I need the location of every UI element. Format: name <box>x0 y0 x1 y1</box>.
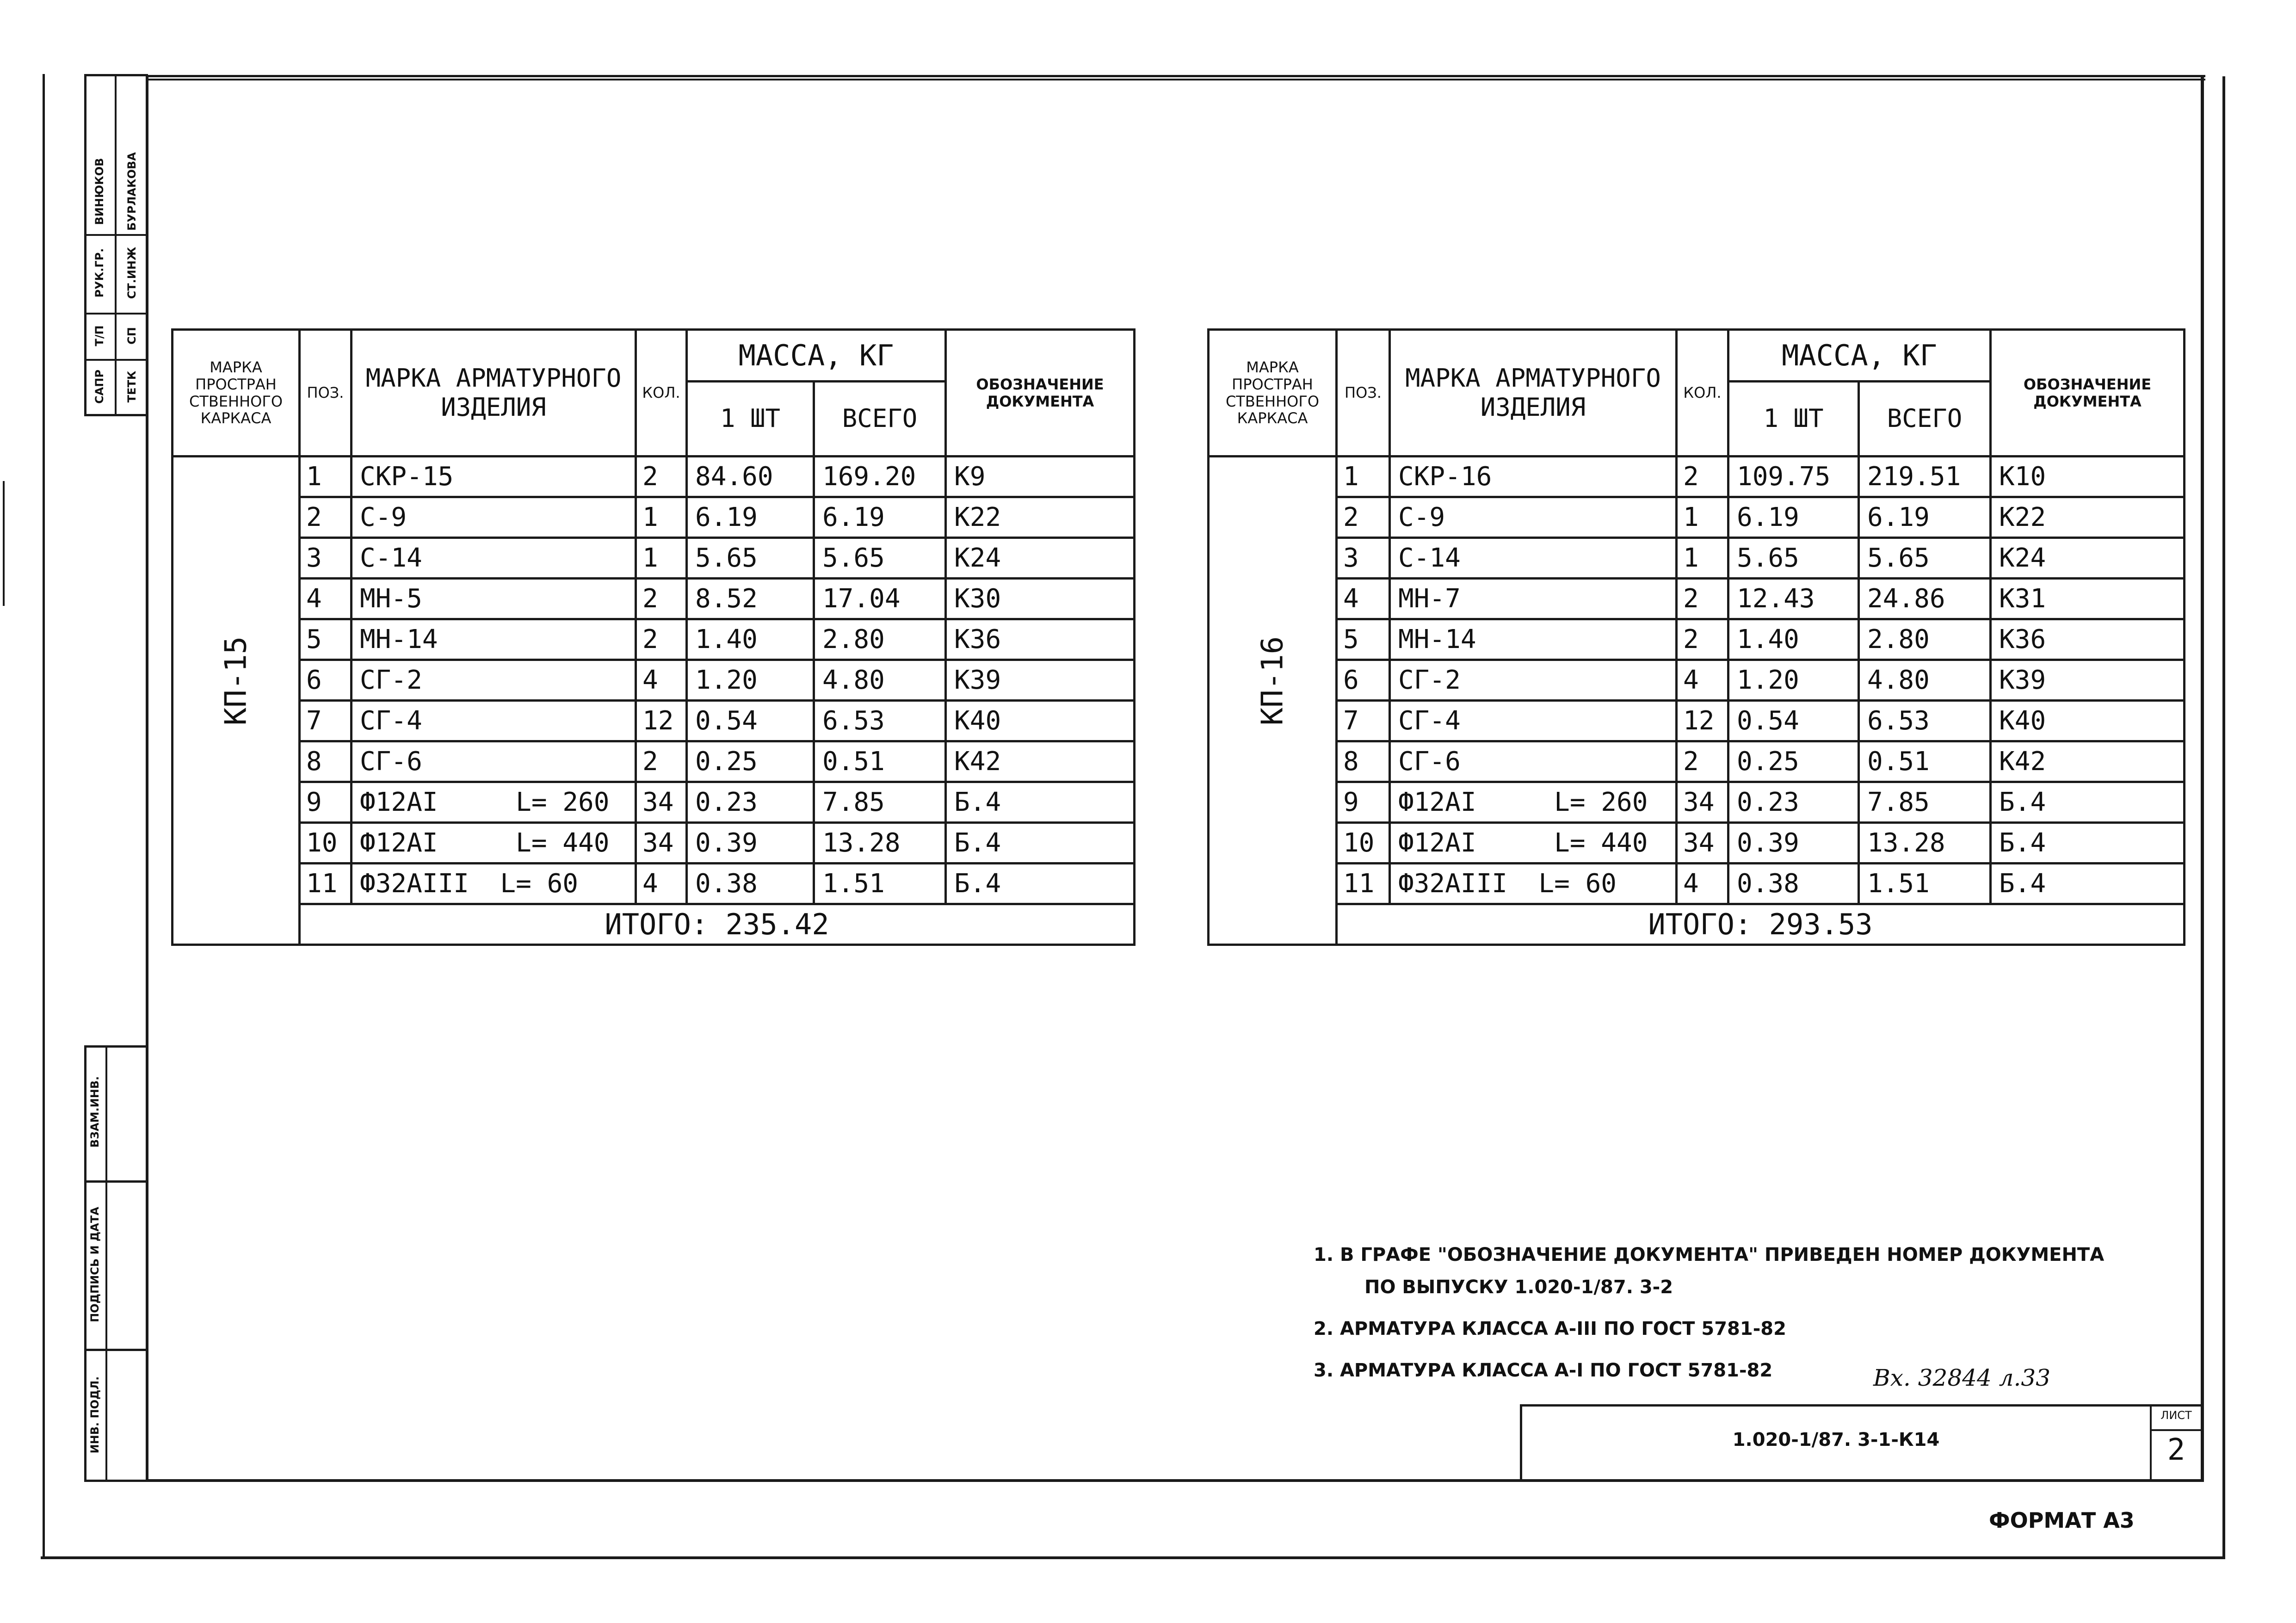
header-qty: КОЛ. <box>636 330 687 457</box>
row-doc: К40 <box>946 701 1135 741</box>
row-doc: К36 <box>1991 619 2185 660</box>
row-mass-unit: 6.19 <box>1728 497 1859 538</box>
row-mass-unit: 109.75 <box>1728 457 1859 497</box>
stamp-bottom-h2 <box>84 1349 148 1351</box>
row-pos: 4 <box>1337 579 1390 619</box>
table-row <box>1209 497 2185 538</box>
table-row <box>1209 864 2185 904</box>
handwritten-reference: Вх. 32844 л.33 <box>1873 1364 2051 1391</box>
row-mass-unit: 0.54 <box>1728 701 1859 741</box>
header-item-mark: МАРКА АРМАТУРНОГО ИЗДЕЛИЯ <box>352 330 636 457</box>
stamp-role-1: Т/П <box>93 325 106 346</box>
row-mass-unit: 1.20 <box>687 660 814 701</box>
row-doc: К39 <box>1991 660 2185 701</box>
row-mass-total: 13.28 <box>814 823 946 864</box>
row-doc: Б.4 <box>1991 823 2185 864</box>
note-2: 2. АРМАТУРА КЛАССА А-III ПО ГОСТ 5781-82 <box>1314 1318 1786 1339</box>
row-qty: 2 <box>1677 457 1728 497</box>
row-mass-unit: 5.65 <box>687 538 814 579</box>
row-mass-total: 7.85 <box>1859 782 1991 823</box>
row-item-mark: МН-7 <box>1390 579 1677 619</box>
header-mass: МАССА, КГ <box>1728 330 1991 382</box>
table-row <box>1209 579 2185 619</box>
row-qty: 1 <box>1677 497 1728 538</box>
row-mass-unit: 8.52 <box>687 579 814 619</box>
row-mass-total: 5.65 <box>1859 538 1991 579</box>
row-pos: 7 <box>1337 701 1390 741</box>
frame-bottom <box>147 1479 2204 1482</box>
row-mass-unit: 5.65 <box>1728 538 1859 579</box>
stamp-inv-label: ИНВ. ПОДЛ. <box>88 1376 101 1454</box>
row-item-mark: С-14 <box>352 538 636 579</box>
row-doc: К9 <box>946 457 1135 497</box>
row-doc: К24 <box>946 538 1135 579</box>
stamp-role-2: РУК.ГР. <box>93 248 106 298</box>
header-mass: МАССА, КГ <box>687 330 946 382</box>
table-row <box>1209 701 2185 741</box>
header-mass-total: ВСЕГО <box>1859 382 1991 457</box>
row-pos: 4 <box>300 579 352 619</box>
row-qty: 2 <box>636 741 687 782</box>
row-doc: К10 <box>1991 457 2185 497</box>
row-pos: 2 <box>1337 497 1390 538</box>
row-pos: 8 <box>1337 741 1390 782</box>
row-doc: К31 <box>1991 579 2185 619</box>
row-item-mark: Ф12AI L= 260 <box>1390 782 1677 823</box>
row-doc: Б.4 <box>1991 864 2185 904</box>
row-pos: 6 <box>300 660 352 701</box>
row-doc: К39 <box>946 660 1135 701</box>
note-3: 3. АРМАТУРА КЛАССА А-I ПО ГОСТ 5781-82 <box>1314 1360 1773 1381</box>
row-pos: 1 <box>300 457 352 497</box>
table-row <box>173 660 1135 701</box>
row-pos: 6 <box>1337 660 1390 701</box>
row-pos: 11 <box>1337 864 1390 904</box>
row-mass-total: 169.20 <box>814 457 946 497</box>
row-pos: 7 <box>300 701 352 741</box>
sheet-left <box>43 74 45 1559</box>
sheet-label: ЛИСТ <box>2160 1409 2192 1422</box>
row-item-mark: МН-5 <box>352 579 636 619</box>
table-row <box>173 619 1135 660</box>
stamp-vzam-label: ВЗАМ.ИНВ. <box>88 1076 101 1148</box>
stamp-sign-label: ПОДПИСЬ И ДАТА <box>88 1207 101 1322</box>
stamp-top-vdivider <box>115 74 117 416</box>
table-row <box>173 579 1135 619</box>
row-qty: 1 <box>636 497 687 538</box>
row-item-mark: Ф12AI L= 440 <box>1390 823 1677 864</box>
header-item-mark: МАРКА АРМАТУРНОГО ИЗДЕЛИЯ <box>1390 330 1677 457</box>
row-item-mark: СГ-6 <box>1390 741 1677 782</box>
row-mass-unit: 0.25 <box>1728 741 1859 782</box>
row-item-mark: С-9 <box>1390 497 1677 538</box>
row-mass-unit: 12.43 <box>1728 579 1859 619</box>
row-mass-unit: 0.25 <box>687 741 814 782</box>
table-row <box>1209 457 2185 497</box>
stamp-name-2: СТ.ИНЖ <box>125 247 138 299</box>
total-row: ИТОГО: 293.53 <box>1337 904 2185 945</box>
row-doc: К24 <box>1991 538 2185 579</box>
table-row <box>1209 660 2185 701</box>
row-pos: 5 <box>300 619 352 660</box>
row-doc: К30 <box>946 579 1135 619</box>
row-item-mark: СКР-16 <box>1390 457 1677 497</box>
frame-mark: КП-16 <box>1255 636 1290 726</box>
stamp-bottom-vdivider <box>105 1045 107 1482</box>
row-mass-total: 1.51 <box>814 864 946 904</box>
row-qty: 2 <box>1677 741 1728 782</box>
row-qty: 2 <box>636 457 687 497</box>
row-mass-total: 17.04 <box>814 579 946 619</box>
outer-frame-top <box>147 75 2205 77</box>
row-qty: 34 <box>636 823 687 864</box>
table-row <box>1209 823 2185 864</box>
stamp-name-3: БУРЛАКОВА <box>125 152 138 231</box>
row-qty: 4 <box>636 660 687 701</box>
header-pos: ПОЗ. <box>300 330 352 457</box>
table-row <box>1209 741 2185 782</box>
row-mass-unit: 0.23 <box>687 782 814 823</box>
row-pos: 2 <box>300 497 352 538</box>
row-doc: Б.4 <box>946 864 1135 904</box>
stamp-name-0: ТЕТК <box>125 370 138 403</box>
row-doc: Б.4 <box>946 823 1135 864</box>
row-mass-total: 6.53 <box>1859 701 1991 741</box>
row-mass-total: 6.53 <box>814 701 946 741</box>
header-frame-mark: МАРКА ПРОСТРАН СТВЕННОГО КАРКАСА <box>173 330 300 457</box>
row-pos: 5 <box>1337 619 1390 660</box>
row-doc: Б.4 <box>1991 782 2185 823</box>
row-pos: 3 <box>300 538 352 579</box>
row-mass-total: 7.85 <box>814 782 946 823</box>
table-row <box>173 823 1135 864</box>
row-qty: 1 <box>636 538 687 579</box>
header-doc: ОБОЗНАЧЕНИЕ ДОКУМЕНТА <box>946 330 1135 457</box>
row-doc: К40 <box>1991 701 2185 741</box>
sheet-number: 2 <box>2167 1433 2185 1467</box>
row-mass-unit: 0.39 <box>1728 823 1859 864</box>
row-qty: 2 <box>1677 579 1728 619</box>
row-mass-total: 0.51 <box>814 741 946 782</box>
row-mass-total: 1.51 <box>1859 864 1991 904</box>
row-mass-unit: 0.54 <box>687 701 814 741</box>
header-qty: КОЛ. <box>1677 330 1728 457</box>
row-mass-unit: 0.23 <box>1728 782 1859 823</box>
row-pos: 9 <box>300 782 352 823</box>
row-pos: 10 <box>300 823 352 864</box>
total-spacer <box>1209 904 1337 945</box>
row-mass-unit: 0.38 <box>687 864 814 904</box>
row-item-mark: МН-14 <box>352 619 636 660</box>
table-row <box>173 457 1135 497</box>
table-row <box>173 497 1135 538</box>
row-item-mark: СГ-2 <box>1390 660 1677 701</box>
row-item-mark: СГ-4 <box>352 701 636 741</box>
row-pos: 9 <box>1337 782 1390 823</box>
row-mass-unit: 1.40 <box>1728 619 1859 660</box>
row-mass-unit: 0.38 <box>1728 864 1859 904</box>
row-pos: 11 <box>300 864 352 904</box>
header-mass-total: ВСЕГО <box>814 382 946 457</box>
row-doc: К36 <box>946 619 1135 660</box>
row-qty: 34 <box>1677 823 1728 864</box>
row-qty: 2 <box>636 579 687 619</box>
stamp-role-3: ВИНЮКОВ <box>93 158 106 225</box>
frame-right-outer <box>2222 76 2225 1556</box>
table-row <box>173 864 1135 904</box>
header-pos: ПОЗ. <box>1337 330 1390 457</box>
row-item-mark: СГ-6 <box>352 741 636 782</box>
row-item-mark: С-14 <box>1390 538 1677 579</box>
row-mass-total: 24.86 <box>1859 579 1991 619</box>
row-item-mark: С-9 <box>352 497 636 538</box>
title-block-top <box>1521 1404 2203 1407</box>
header-mass-unit: 1 ШТ <box>1728 382 1859 457</box>
row-mass-total: 4.80 <box>814 660 946 701</box>
row-item-mark: СКР-15 <box>352 457 636 497</box>
table-body <box>1209 457 2185 904</box>
format-label: ФОРМАТ А3 <box>1989 1508 2135 1533</box>
row-pos: 8 <box>300 741 352 782</box>
table-row <box>173 782 1135 823</box>
note-1-cont: ПО ВЫПУСКУ 1.020-1/87. 3-2 <box>1364 1277 1673 1298</box>
table-row <box>173 741 1135 782</box>
sheet-bottom <box>41 1556 2225 1559</box>
row-mass-total: 13.28 <box>1859 823 1991 864</box>
row-mass-unit: 84.60 <box>687 457 814 497</box>
row-item-mark: Ф12AI L= 260 <box>352 782 636 823</box>
row-qty: 4 <box>1677 660 1728 701</box>
row-mass-total: 5.65 <box>814 538 946 579</box>
total-row: ИТОГО: 235.42 <box>300 904 1135 945</box>
row-mass-total: 6.19 <box>1859 497 1991 538</box>
row-doc: Б.4 <box>946 782 1135 823</box>
row-item-mark: Ф12AI L= 440 <box>352 823 636 864</box>
row-pos: 10 <box>1337 823 1390 864</box>
row-mass-unit: 6.19 <box>687 497 814 538</box>
row-mass-unit: 1.40 <box>687 619 814 660</box>
row-qty: 12 <box>1677 701 1728 741</box>
note-1: 1. В ГРАФЕ "ОБОЗНАЧЕНИЕ ДОКУМЕНТА" ПРИВЕДЕН НОМЕР ДОКУМЕНТА <box>1314 1244 2105 1265</box>
header-frame-mark: МАРКА ПРОСТРАН СТВЕННОГО КАРКАСА <box>1209 330 1337 457</box>
spec-table-kp16 <box>1207 328 2185 946</box>
row-doc: К22 <box>1991 497 2185 538</box>
spec-table-kp15 <box>171 328 1136 946</box>
row-item-mark: СГ-4 <box>1390 701 1677 741</box>
row-qty: 2 <box>1677 619 1728 660</box>
margin-tick <box>3 481 5 606</box>
header-doc: ОБОЗНАЧЕНИЕ ДОКУМЕНТА <box>1991 330 2185 457</box>
row-qty: 2 <box>636 619 687 660</box>
row-mass-total: 4.80 <box>1859 660 1991 701</box>
row-qty: 34 <box>1677 782 1728 823</box>
row-item-mark: Ф32AIII L= 60 <box>352 864 636 904</box>
table-row <box>1209 619 2185 660</box>
row-qty: 12 <box>636 701 687 741</box>
table-row <box>173 538 1135 579</box>
total-spacer <box>173 904 300 945</box>
row-doc: К42 <box>946 741 1135 782</box>
row-mass-unit: 1.20 <box>1728 660 1859 701</box>
row-item-mark: СГ-2 <box>352 660 636 701</box>
row-doc: К42 <box>1991 741 2185 782</box>
table-row <box>173 701 1135 741</box>
row-qty: 4 <box>1677 864 1728 904</box>
row-mass-total: 6.19 <box>814 497 946 538</box>
frame-right <box>2201 75 2204 1481</box>
row-item-mark: МН-14 <box>1390 619 1677 660</box>
row-item-mark: Ф32AIII L= 60 <box>1390 864 1677 904</box>
row-qty: 4 <box>636 864 687 904</box>
row-mass-total: 219.51 <box>1859 457 1991 497</box>
row-qty: 1 <box>1677 538 1728 579</box>
header-mass-unit: 1 ШТ <box>687 382 814 457</box>
stamp-role-0: САПР <box>93 370 106 404</box>
row-mass-total: 2.80 <box>1859 619 1991 660</box>
stamp-bottom-h1 <box>84 1180 148 1183</box>
frame-mark-cell <box>173 457 300 904</box>
row-mass-total: 2.80 <box>814 619 946 660</box>
row-mass-unit: 0.39 <box>687 823 814 864</box>
frame-mark-cell <box>1209 457 1337 904</box>
table-body <box>173 457 1135 904</box>
row-pos: 3 <box>1337 538 1390 579</box>
inner-frame-top <box>147 79 2205 80</box>
row-qty: 34 <box>636 782 687 823</box>
document-designation: 1.020-1/87. 3-1-К14 <box>1732 1429 1940 1450</box>
row-pos: 1 <box>1337 457 1390 497</box>
table-row <box>1209 538 2185 579</box>
sheet-cell-divider <box>2150 1429 2203 1431</box>
table-row <box>1209 782 2185 823</box>
row-doc: К22 <box>946 497 1135 538</box>
frame-mark: КП-15 <box>219 636 253 726</box>
row-mass-total: 0.51 <box>1859 741 1991 782</box>
stamp-name-1: СП <box>125 327 138 345</box>
